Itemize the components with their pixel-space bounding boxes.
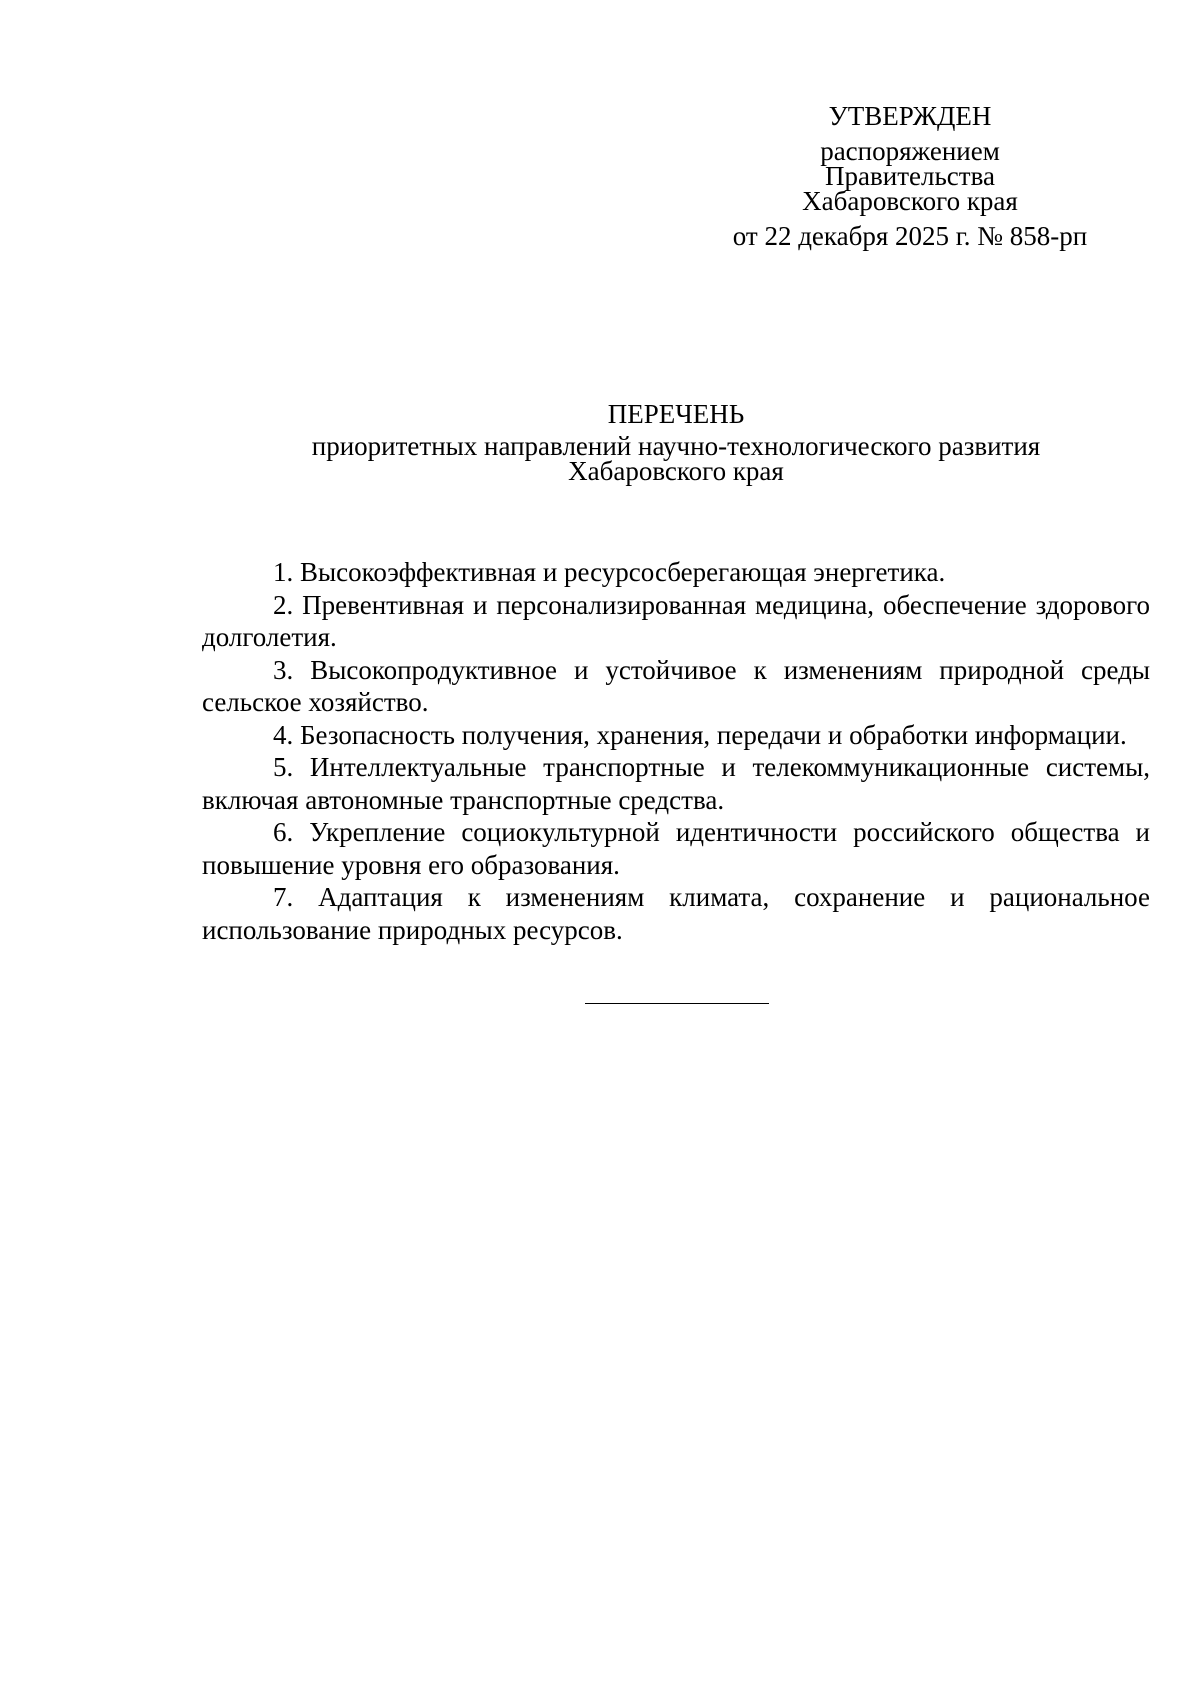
document-title: ПЕРЕЧЕНЬ — [607, 399, 745, 429]
list-item: 5. Интеллектуальные транспортные и телекоммуникационные системы, включая автономные транспортные средства. — [202, 752, 1150, 815]
document-subtitle-line: Хабаровского края — [568, 456, 784, 486]
approval-date: от 22 декабря 2025 г. № 858-рп — [732, 221, 1088, 251]
approval-stamp — [700, 100, 1120, 252]
document-subtitle-line: приоритетных направлений научно-технологического развития — [311, 431, 1041, 461]
approval-order-line: Правительства — [825, 161, 995, 191]
document-title-block — [202, 397, 1150, 484]
list-item: 1. Высокоэффективная и ресурсосберегающая энергетика. — [273, 557, 946, 587]
approval-order-line: распоряжением — [820, 136, 1000, 166]
list-item: 4. Безопасность получения, хранения, передачи и обработки информации. — [273, 719, 1127, 750]
priority-list — [202, 556, 1150, 946]
list-item: 6. Укрепление социокультурной идентичности российского общества и повышение уровня его образования. — [202, 817, 1150, 880]
end-of-document-rule — [585, 1003, 769, 1004]
approval-order-line: Хабаровского края — [802, 186, 1018, 216]
list-item: 2. Превентивная и персонализированная медицина, обеспечение здорового долголетия. — [202, 589, 1150, 652]
list-item: 3. Высокопродуктивное и устойчивое к изменениям природной среды сельское хозяйство. — [202, 654, 1150, 717]
list-item: 7. Адаптация к изменениям климата, сохранение и рациональное использование природных ресурсов. — [202, 882, 1150, 945]
approved-label: УТВЕРЖДЕН — [828, 101, 992, 131]
